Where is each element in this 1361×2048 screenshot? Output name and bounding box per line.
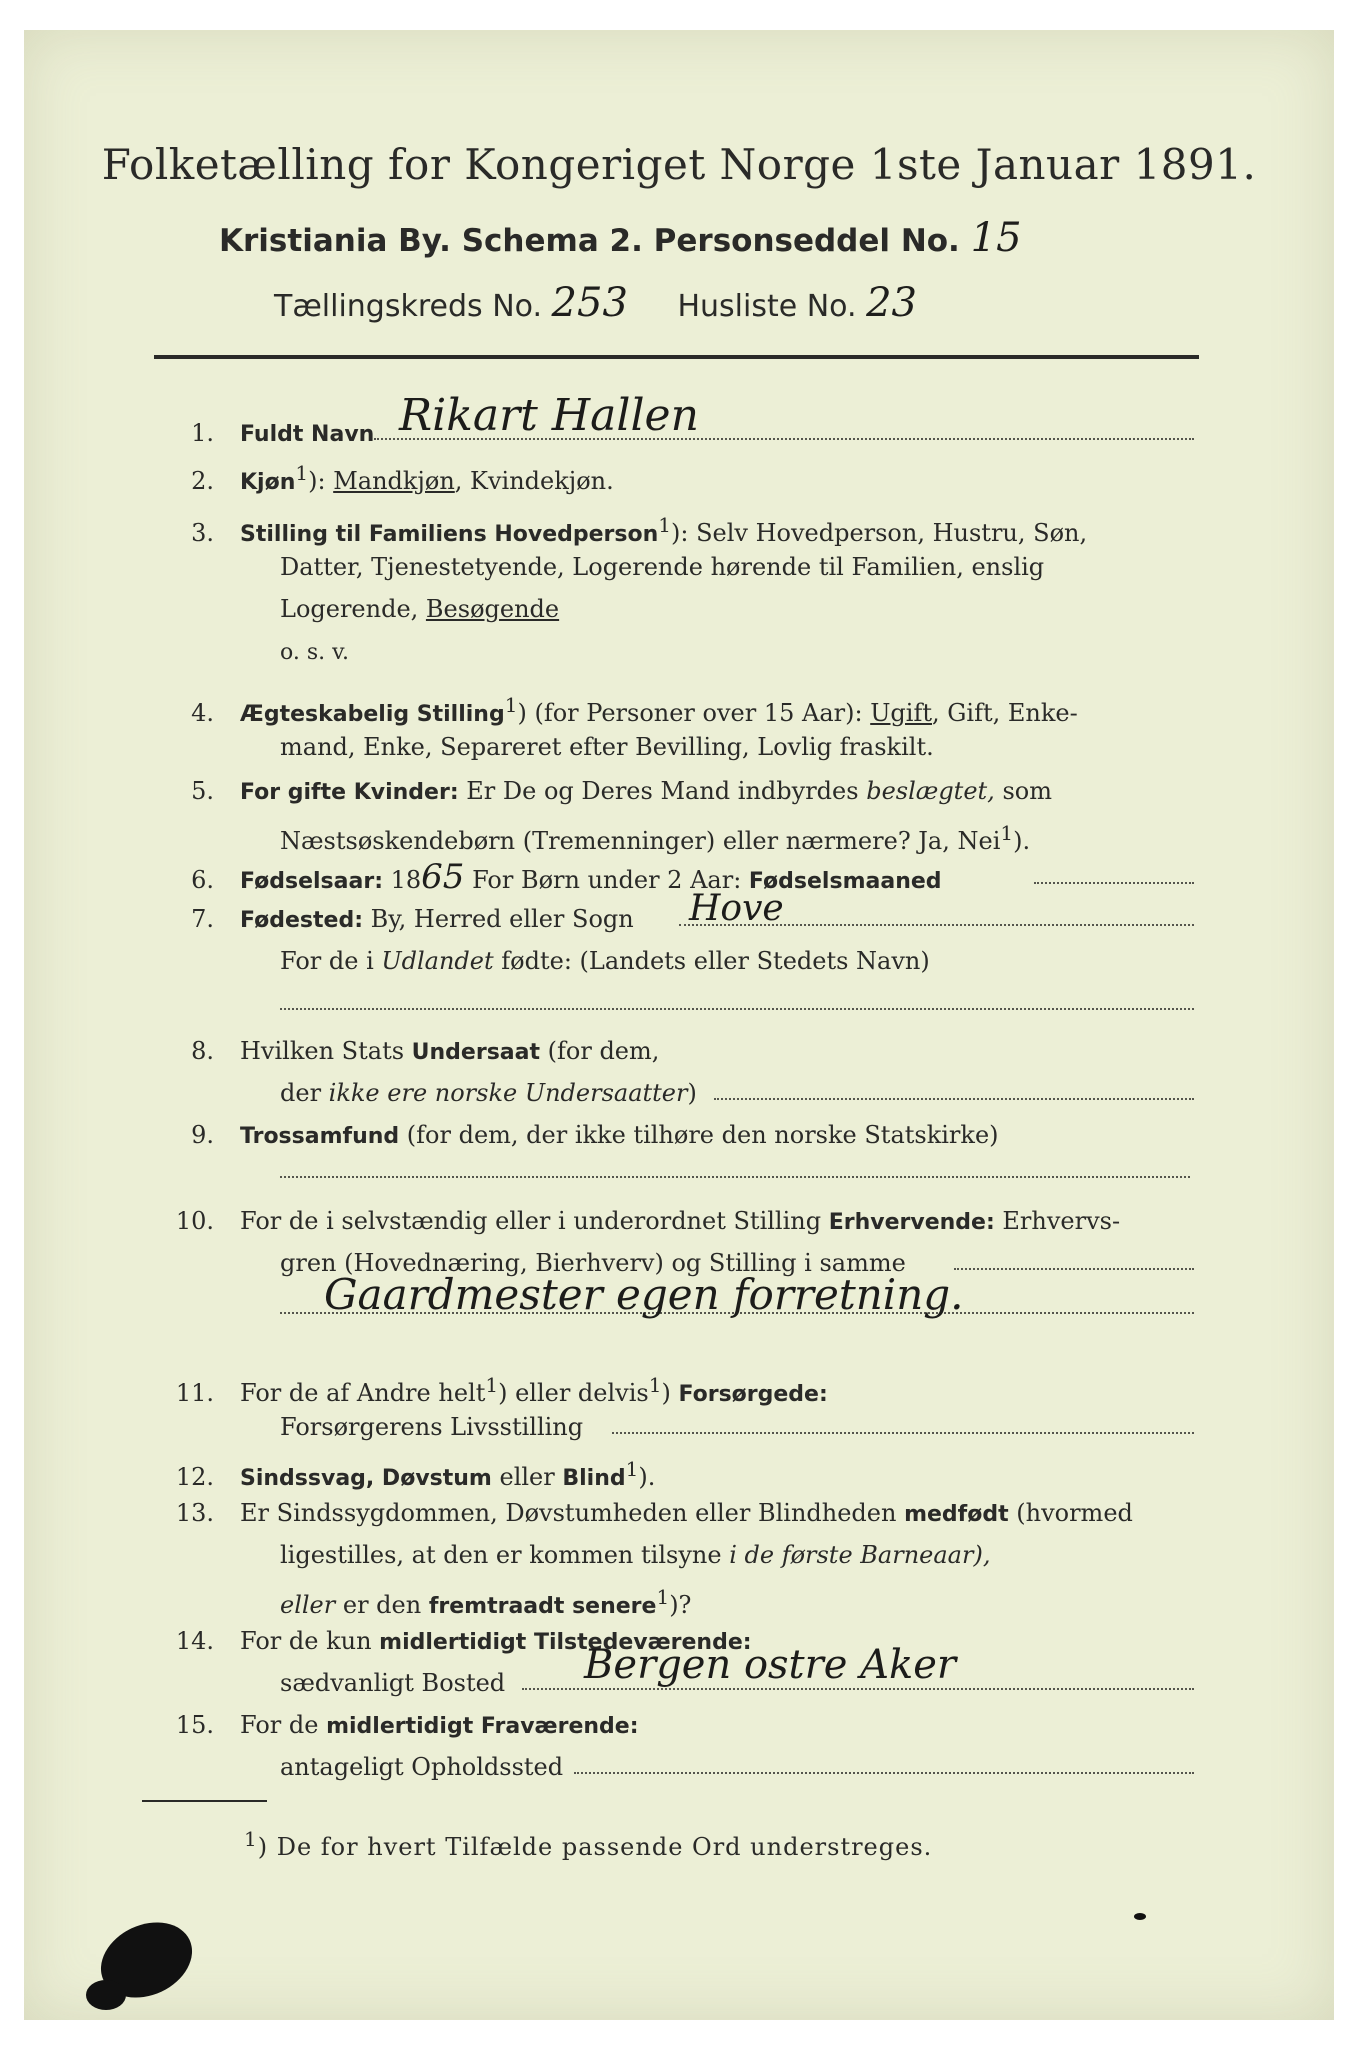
item-7-fill-line-2 (280, 1008, 1194, 1010)
item-14-handwritten-residence: Bergen ostre Aker (584, 1642, 957, 1688)
item-8-fill-line (714, 1098, 1194, 1100)
personseddel-number: 15 (970, 215, 1022, 261)
item-15-line-2: antageligt Opholdssted (280, 1753, 564, 1781)
item-6-birth-year: 6. Fødselsaar: 1865 For Børn under 2 Aar: Fødselsmaaned (191, 857, 942, 897)
item-11-line-2: Forsørgerens Livsstilling (280, 1413, 584, 1441)
kreds-number: 253 (551, 280, 628, 326)
item-1-handwritten-name: Rikart Hallen (399, 390, 699, 441)
form-subtitle-kreds: Tællingskreds No. 253 Husliste No. 23 (274, 280, 917, 326)
item-10-line-2: gren (Hovednæring, Bierhverv) og Stilling i samme (280, 1249, 906, 1277)
item-14-line-2: sædvanligt Bosted (280, 1669, 506, 1697)
item-2-selected-option: Mandkjøn (333, 467, 455, 495)
item-13-congenital: 13. Er Sindssygdommen, Døvstumheden eller Blindheden medfødt (hvormed (175, 1499, 1133, 1527)
item-7-line-2: For de i Udlandet fødte: (Landets eller Stedets Navn) (280, 947, 930, 975)
item-6-handwritten-year: 65 (421, 857, 465, 897)
item-11-supported: 11. For de af Andre helt$^1$) eller delvis$^1$) Forsørgede: (175, 1373, 828, 1407)
item-14-fill-line (522, 1688, 1194, 1690)
item-14-temporarily-present: 14. For de kun midlertidigt Tilstedeværende: (175, 1627, 752, 1655)
item-10-handwritten-occupation: Gaardmester egen forretning. (324, 1270, 964, 1319)
item-9-fill-line (280, 1176, 1190, 1178)
item-3-selected-option: Besøgende (425, 595, 560, 623)
item-10-fill-line (954, 1268, 1194, 1270)
item-4-line-2: mand, Enke, Separeret efter Bevilling, Lovlig fraskilt. (280, 733, 934, 761)
footnote: $^1$) De for hvert Tilfælde passende Ord understreges. (244, 1827, 933, 1861)
item-1-full-name: 1. Fuldt Navn (191, 419, 375, 447)
census-form-sheet (24, 30, 1334, 2020)
item-7-handwritten-place: Hove (689, 888, 784, 929)
item-9-religion: 9. Trossamfund (for dem, der ikke tilhøre den norske Statskirke) (191, 1121, 999, 1149)
item-8-line-2: der ikke ere norske Undersaatter) (280, 1079, 697, 1107)
item-15-fill-line (574, 1772, 1194, 1774)
item-8-citizenship: 8. Hvilken Stats Undersaat (for dem, (191, 1037, 660, 1065)
item-12-disability: 12. Sindssvag, Døvstum eller Blind$^1$). (175, 1457, 656, 1491)
item-2-sex: 2. Kjøn$^1$): Mandkjøn, Kvindekjøn. (191, 461, 614, 495)
item-3-line-2: Datter, Tjenestetyende, Logerende hørende til Familien, enslig (280, 553, 1045, 581)
item-15-temporarily-absent: 15. For de midlertidigt Fraværende: (175, 1711, 639, 1739)
item-4-selected-option: Ugift (870, 699, 932, 727)
item-3-household-position: 3. Stilling til Familiens Hovedperson$^1$): Selv Hovedperson, Hustru, Søn, (191, 513, 1088, 547)
item-3-line-3: Logerende, Besøgende (280, 595, 560, 623)
ink-stain-small (86, 1980, 126, 2010)
form-subtitle-schema: Kristiania By. Schema 2. Personseddel No. 15 (219, 215, 1022, 261)
item-11-fill-line (612, 1432, 1194, 1434)
husliste-number: 23 (866, 280, 917, 326)
item-10-occupation: 10. For de i selvstændig eller i underordnet Stilling Erhvervende: Erhvervs- (175, 1207, 1121, 1235)
item-7-birthplace: 7. Fødested: By, Herred eller Sogn (191, 905, 634, 933)
ink-speck (1134, 1913, 1146, 1920)
form-title: Folketælling for Kongeriget Norge 1ste Januar 1891. (101, 140, 1257, 189)
item-5-line-2: Næstsøskendebørn (Tremenninger) eller nærmere? Ja, Nei$^1$). (280, 821, 1031, 855)
item-6-fill-line (1034, 882, 1194, 884)
item-4-marital-status: 4. Ægteskabelig Stilling$^1$) (for Personer over 15 Aar): Ugift, Gift, Enke- (191, 693, 1078, 727)
item-13-line-2: ligestilles, at den er kommen tilsyne i de første Barneaar), (280, 1541, 991, 1569)
item-13-line-3: eller er den fremtraadt senere$^1$)? (280, 1585, 692, 1619)
item-5-married-women: 5. For gifte Kvinder: Er De og Deres Mand indbyrdes beslægtet, som (191, 777, 1052, 805)
item-3-line-4: o. s. v. (280, 640, 349, 665)
footnote-rule (142, 1800, 267, 1802)
header-divider (154, 355, 1199, 359)
